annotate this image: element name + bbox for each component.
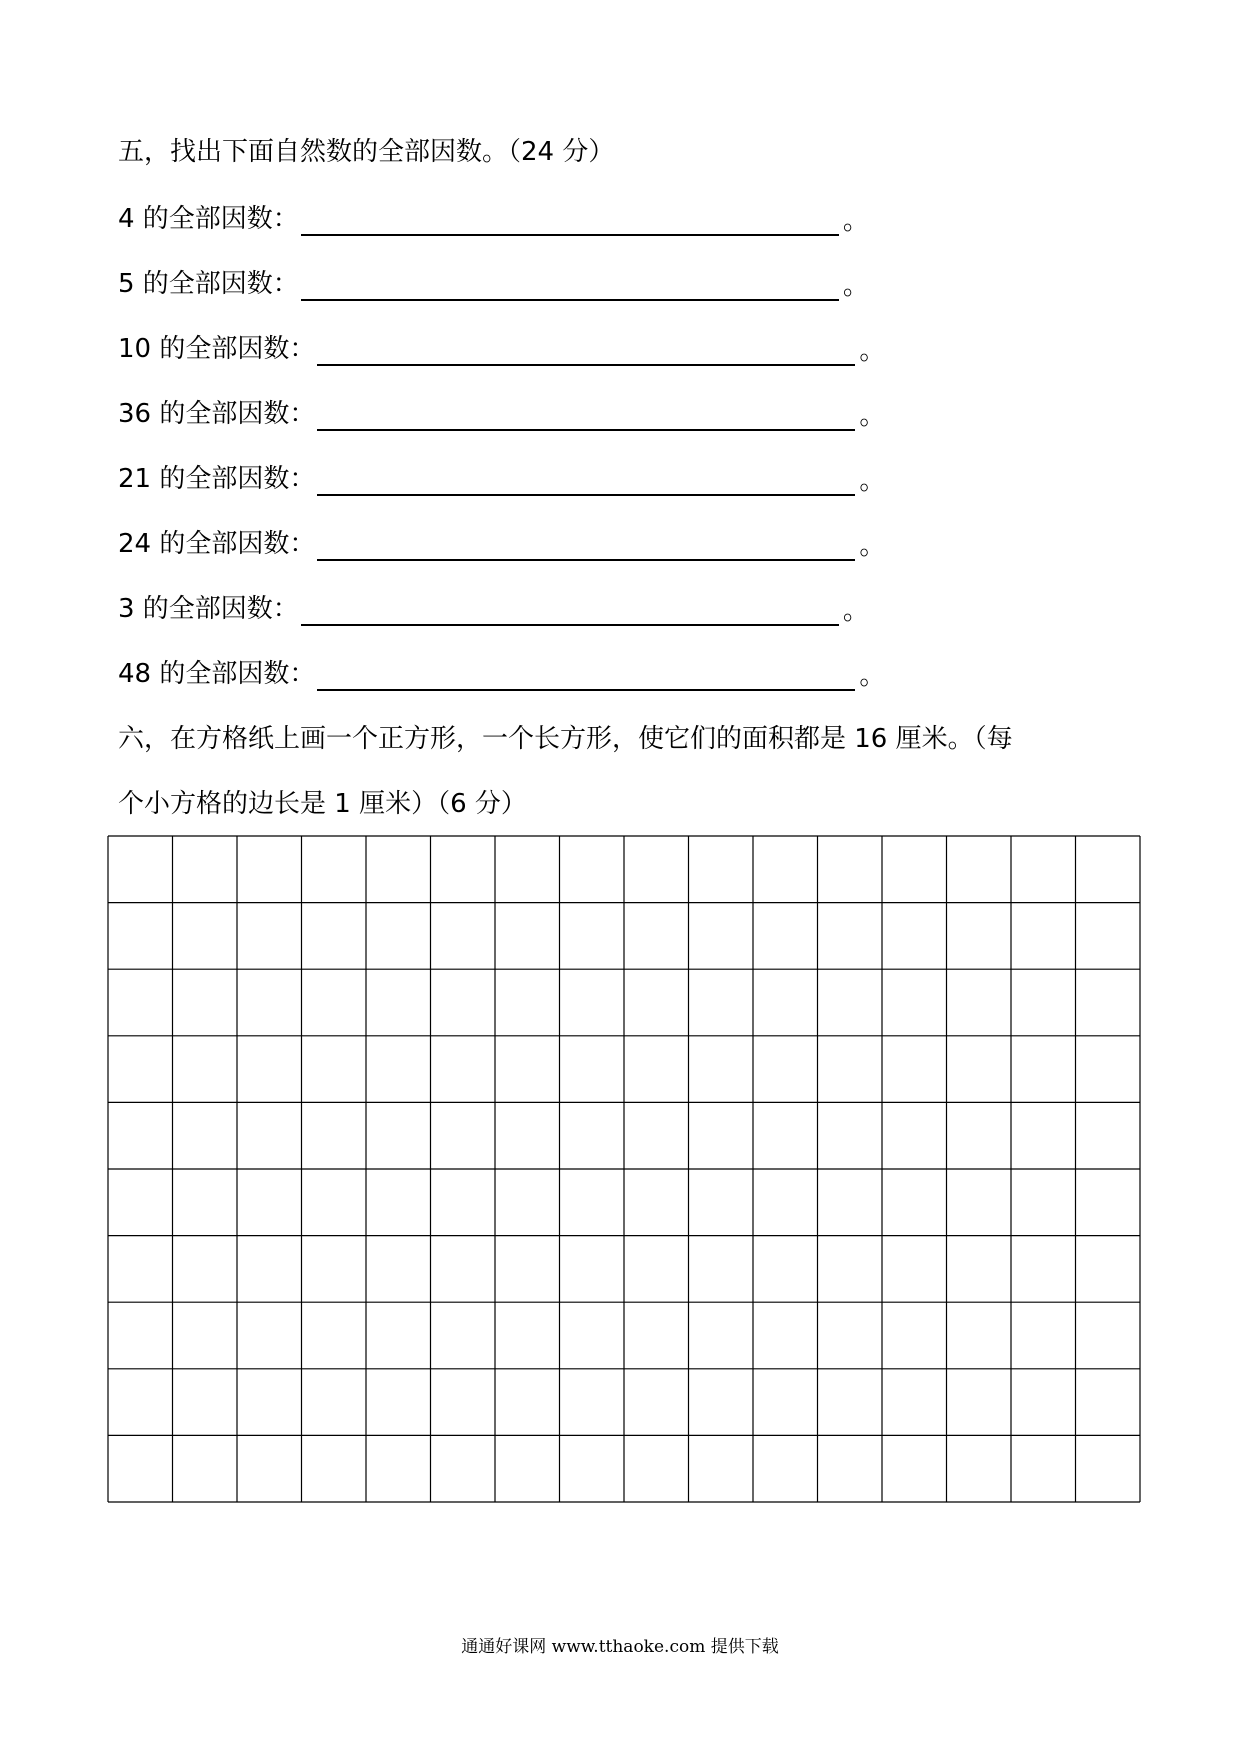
answer-blank[interactable] — [301, 204, 839, 236]
period: 。 — [859, 661, 886, 691]
factor-question-21 — [118, 456, 885, 496]
factor-question-5 — [118, 261, 869, 301]
section-5-heading: 五，找出下面自然数的全部因数。（24 分） — [118, 137, 615, 167]
answer-blank[interactable] — [301, 594, 839, 626]
factor-question-10 — [118, 326, 885, 366]
answer-blank[interactable] — [317, 529, 855, 561]
factor-label: 24 的全部因数： — [118, 529, 316, 559]
section-6-heading-line-1: 六，在方格纸上画一个正方形，一个长方形，使它们的面积都是 16 厘米。（每 — [118, 724, 1013, 754]
factor-question-3 — [118, 586, 869, 626]
period: 。 — [842, 206, 869, 236]
factor-label: 5 的全部因数： — [118, 269, 299, 299]
period: 。 — [859, 401, 886, 431]
factor-question-48 — [118, 651, 885, 691]
period: 。 — [859, 531, 886, 561]
period: 。 — [842, 271, 869, 301]
footer-credit: 通通好课网 www.tthaoke.com 提供下载 — [461, 1637, 779, 1657]
answer-blank[interactable] — [317, 464, 855, 496]
factor-label: 4 的全部因数： — [118, 204, 299, 234]
answer-blank[interactable] — [317, 659, 855, 691]
factor-label: 10 的全部因数： — [118, 334, 316, 364]
period: 。 — [859, 466, 886, 496]
period: 。 — [859, 336, 886, 366]
factor-label: 21 的全部因数： — [118, 464, 316, 494]
factor-label: 48 的全部因数： — [118, 659, 316, 689]
factor-question-4 — [118, 196, 869, 236]
period: 。 — [842, 596, 869, 626]
answer-blank[interactable] — [317, 399, 855, 431]
factor-label: 3 的全部因数： — [118, 594, 299, 624]
answer-blank[interactable] — [301, 269, 839, 301]
factor-question-36 — [118, 391, 885, 431]
answer-blank[interactable] — [317, 334, 855, 366]
section-6-heading-line-2: 个小方格的边长是 1 厘米）（6 分） — [118, 789, 527, 819]
grid-paper[interactable] — [107, 835, 1141, 1503]
factor-question-24 — [118, 521, 885, 561]
factor-label: 36 的全部因数： — [118, 399, 316, 429]
